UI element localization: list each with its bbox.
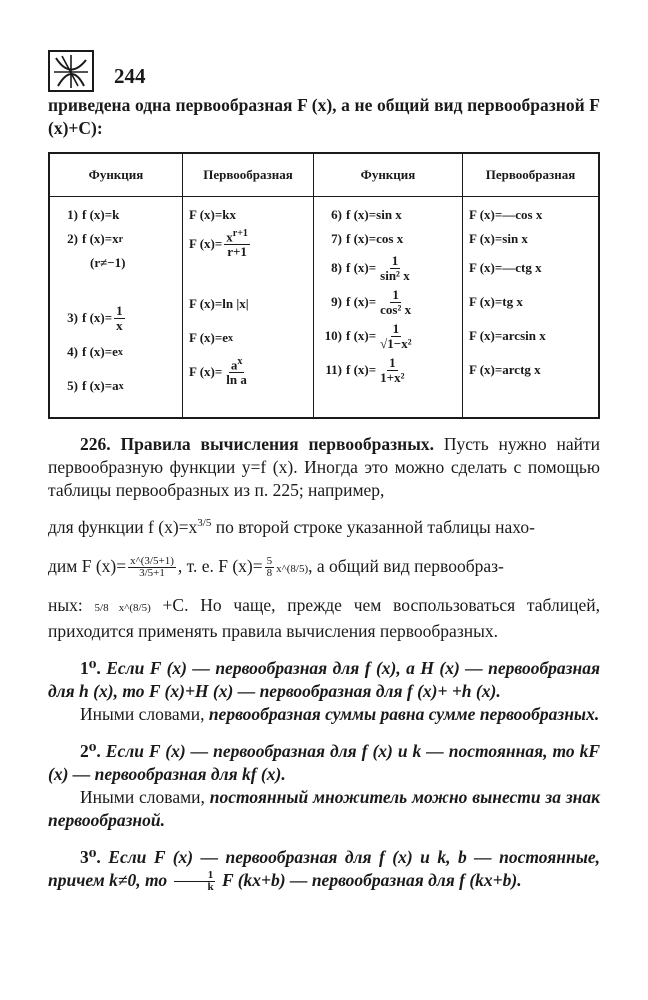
header-antiderivative-1: Первообразная [183, 153, 314, 197]
row-3-function: 3) f (x)= $\frac{1}{x}$ [67, 302, 123, 333]
header-antiderivative-2: Первообразная [463, 153, 600, 197]
row-9-antiderivative: F (x)=tg x [469, 294, 523, 309]
row-4-antiderivative: F (x)=e x [189, 330, 234, 345]
right-antiderivatives-column [463, 197, 600, 419]
rule-2-text: Если F (x) — первообразная для f (x) и k — постоянная, то kF (x) — первообразная для kf (x). [48, 740, 600, 784]
row-2-condition: (r≠−1) [90, 255, 126, 270]
header-function-2: Функция [314, 153, 463, 197]
row-1-antiderivative: F (x)=kx [189, 207, 237, 222]
left-functions-column [49, 197, 183, 419]
rule-2 [48, 740, 600, 832]
row-10-function: 10) f (x)= $\frac{1}{\text{√1−x²}}$ [324, 320, 412, 351]
intro-text: приведена одна первообразная F (x), а не общий вид первообразной F (x)+C): [48, 95, 600, 138]
row-6-antiderivative: F (x)=—cos x [469, 207, 543, 222]
row-6-function: 6) f (x)=sin x [331, 207, 402, 222]
row-3-antiderivative: F (x)=ln |x| [189, 296, 249, 311]
rule-1-note: Иными словами, первообразная суммы равна сумме первообразных. [80, 703, 600, 724]
row-11-function: 11) f (x)= $\frac{1}{\text{1+x²}}$ [325, 354, 405, 385]
rule-1-label: 1⁰. [80, 657, 101, 678]
header-function-1: Функция [49, 153, 183, 197]
right-functions-column [314, 197, 463, 419]
row-8-antiderivative: F (x)=—ctg x [469, 260, 542, 275]
row-5-antiderivative: F (x)= $\frac{a^x}{\text{ln a}}$ [189, 356, 247, 388]
row-7-function: 7) f (x)=cos x [331, 231, 404, 246]
rule-3: 3⁰. Если F (x) — первообразная для f (x) и k, b — постоянные, причем k≠0, то $\frac{1}{k}$ F (kx+b) — первообразная для f (kx+b). [48, 846, 600, 894]
row-8-function: 8) f (x)= $\frac{1}{\text{sin² x}}$ [331, 252, 410, 283]
row-1-function: 1) f (x)=k [67, 207, 120, 222]
rule-1 [48, 657, 600, 726]
row-2-antiderivative: F (x)= $\frac{x^{r+1}}{r+1}$ [189, 228, 248, 260]
rule-3-label: 3⁰. [80, 846, 101, 867]
row-7-antiderivative: F (x)=sin x [469, 231, 528, 246]
row-4-function: 4) f (x)=e x [67, 344, 123, 359]
left-antiderivatives-column [183, 197, 314, 419]
section-226 [48, 433, 600, 643]
row-2-function: 2) f (x)=x r [67, 231, 124, 246]
row-10-antiderivative: F (x)=arcsin x [469, 328, 546, 343]
section-226-title: 226. Правила вычисления первообразных. [80, 434, 435, 454]
rule-2-note: Иными словами, постоянный множитель можно вынести за знак первообразной. [48, 786, 600, 830]
graph-logo-icon [48, 50, 94, 92]
rule-2-label: 2⁰. [80, 740, 101, 761]
section-226-paragraph-1: 226. Правила вычисления первообразных. Пусть нужно найти первообразную функции y=f (x). Иногда это можно сделать с помощью таблицы первообразных из п. 225; например, [48, 434, 601, 500]
section-226-paragraph-3: дим F (x)= $\frac{x\^{}(3/5+1)}{3/5+1}$ , т. е. F (x)= $\frac{5}{8}$ x^(8/5), а общий вид первообраз- [48, 554, 504, 580]
rule-1-text: Если F (x) — первообразная для f (x), а H (x) — первообразная для h (x), то F (x)+H (x) — первообразная для f (x)+ +h (x). [48, 657, 600, 701]
page [48, 50, 600, 894]
row-5-function: 5) f (x)=a x [67, 378, 124, 393]
row-11-antiderivative: F (x)=arctg x [469, 362, 541, 377]
row-9-function: 9) f (x)= $\frac{1}{\text{cos² x}}$ [331, 286, 412, 317]
page-header [48, 50, 600, 94]
antiderivative-table [48, 152, 600, 419]
section-226-paragraph-2: для функции f $(x)=x^{3/5}$ по второй строке указанной таблицы нахо- [48, 516, 535, 537]
page-number: 244 [114, 64, 146, 88]
section-226-paragraph-4: ных: 5/8 x^(8/5) +C. Но чаще, прежде чем воспользоваться таблицей, приходится применять правила вычисления первообразных. [48, 594, 600, 641]
